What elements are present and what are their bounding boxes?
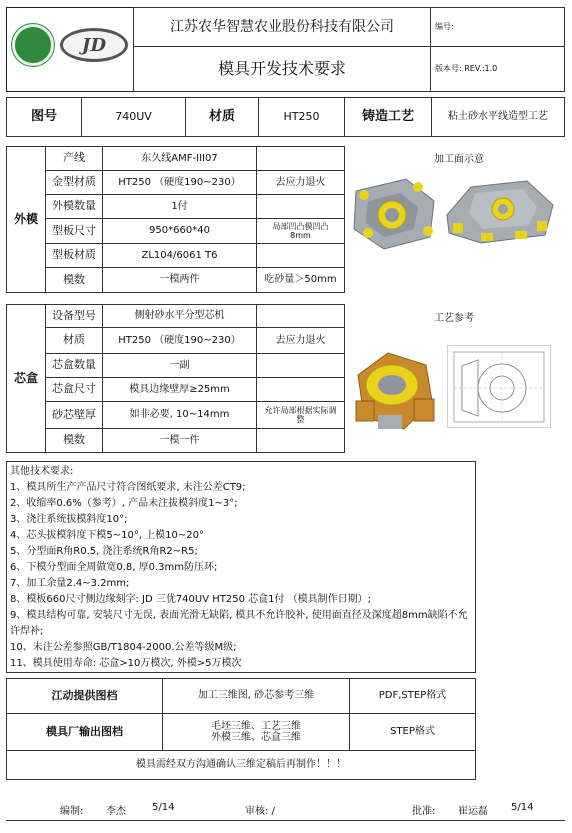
- outer-row-value: 1付: [102, 194, 257, 219]
- approver-name: 崔运磊: [458, 806, 488, 817]
- core-row-value: HT250 （硬度190~230）: [102, 327, 257, 354]
- outer-row-note: 局部凹凸模凹凸8mm: [256, 218, 345, 244]
- provided-drawings-content: 加工三维图, 砂芯参考三维: [162, 678, 350, 714]
- core-row-value: 模具边缘壁厚≥25mm: [102, 377, 257, 402]
- outer-row-note: [256, 146, 345, 171]
- green-seal-icon: [12, 24, 54, 66]
- process-label: 铸造工艺: [344, 97, 432, 137]
- core-row-label: 材质: [45, 327, 103, 354]
- outer-row-value: ZL104/6061 T6: [102, 243, 257, 268]
- core-row-value: 一模一件: [102, 428, 257, 453]
- note-item: 2、收缩率0.6%（参考）, 产品未注拔模斜度1~3°;: [10, 498, 238, 509]
- notes-heading: 其他技术要求:: [10, 466, 74, 477]
- outer-row-value: 东久线AMF-III07: [102, 146, 257, 171]
- provided-drawings-label: 江动提供图档: [6, 678, 163, 714]
- editor-date: 5/14: [152, 802, 175, 813]
- outer-row-note: [256, 243, 345, 268]
- output-content-line: 外模三维、芯盒三维: [211, 732, 301, 743]
- outer-row-note: [256, 194, 345, 219]
- company-name: 江苏农华智慧农业股份科技有限公司: [133, 7, 431, 47]
- note-item: 4、芯头拔模斜度下模5~10°, 上模10~20°: [10, 530, 205, 541]
- material-value: HT250: [258, 97, 345, 137]
- outer-row-note: 去应力退火: [256, 170, 345, 195]
- outer-row-note: 吃砂量＞50mm: [256, 267, 345, 293]
- casting-render-left: [348, 171, 438, 254]
- part-no: 740UV: [81, 97, 186, 137]
- material-label: 材质: [185, 97, 259, 137]
- outer-row-label: 型板尺寸: [45, 218, 103, 244]
- output-drawings-content: [162, 713, 350, 751]
- outer-row-label: 产线: [45, 146, 103, 171]
- outer-row-label: 型板材质: [45, 243, 103, 268]
- core-row-note: [256, 377, 345, 402]
- core-row-note: [256, 353, 345, 378]
- note-item: 11、模具使用寿命: 芯盒>10万模次, 外模>5万模次: [10, 658, 242, 669]
- core-row-label: 模数: [45, 428, 103, 453]
- approver-label: 批准:: [412, 806, 436, 817]
- outer-row-value: HT250 （硬度190~230）: [102, 170, 257, 195]
- machined-surface-caption: 加工面示意: [434, 154, 484, 165]
- jd-logo-text: JD: [81, 34, 107, 56]
- core-row-note: 允许局部根据实际调整: [256, 401, 345, 429]
- note-item: 7、加工余量2.4~3.2mm;: [10, 578, 130, 589]
- output-drawings-label: 模具厂输出图档: [6, 713, 163, 751]
- core-row-label: 芯盒尺寸: [45, 377, 103, 402]
- reviewer-label: 审核: /: [245, 806, 275, 817]
- part-no-label: 图号: [6, 97, 82, 137]
- process-reference-caption: 工艺参考: [434, 313, 474, 324]
- number-label: 编号:: [430, 7, 565, 47]
- editor-label: 编制:: [60, 806, 84, 817]
- output-drawings-format: STEP格式: [349, 713, 476, 751]
- note-item: 10、未注公差参照GB/T1804-2000.公差等级M级;: [10, 642, 237, 653]
- output-content-line: 毛坯三维、工艺三维: [211, 720, 301, 732]
- note-item: 5、分型面R角R0.5, 浇注系统R角R2~R5;: [10, 546, 198, 557]
- note-item: 9、模具结构可靠, 安装尺寸无误, 表面光滑无缺陷, 模具不允许胶补, 使用面直径及深度超8mm缺陷不允许焊补;: [10, 610, 468, 637]
- core-drawing: [447, 345, 551, 428]
- core-row-note: [256, 428, 345, 453]
- core-row-label: 芯盒数量: [45, 353, 103, 378]
- footer-note: 模具需经双方沟通确认三维定稿后再制作！！！: [6, 750, 476, 780]
- outer-mold-label: 外模: [6, 146, 46, 293]
- note-item: 3、浇注系统拔模斜度10°;: [10, 514, 128, 525]
- outer-row-label: 模数: [45, 267, 103, 293]
- note-item: 1、模具所生产产品尺寸符合图纸要求, 未注公差CT9;: [10, 482, 246, 493]
- outer-row-value: 一模两件: [102, 267, 257, 293]
- core-row-label: 砂芯壁厚: [45, 401, 103, 429]
- casting-render-right: [441, 171, 558, 251]
- core-row-note: [256, 304, 345, 328]
- core-box-label: 芯盒: [6, 304, 46, 453]
- provided-drawings-format: PDF,STEP格式: [349, 678, 476, 714]
- technical-notes: [6, 461, 476, 673]
- core-row-value: 一副: [102, 353, 257, 378]
- note-item: 8、模板660尺寸侧边缘刻字: JD 三优740UV HT250 芯盒1付 （模具制作日期）;: [10, 594, 372, 605]
- jd-logo-icon: [60, 28, 128, 62]
- core-row-label: 设备型号: [45, 304, 103, 328]
- core-row-value: 如非必要, 10~14mm: [102, 401, 257, 429]
- core-row-value: 侧射砂水平分型芯机: [102, 304, 257, 328]
- version-label: 版本号: REV.:1.0: [430, 46, 565, 92]
- outer-row-value: 950*660*40: [102, 218, 257, 244]
- process-value: 粘土砂水平线造型工艺: [431, 97, 565, 137]
- outer-row-label: 金型材质: [45, 170, 103, 195]
- core-render: [348, 345, 440, 437]
- core-row-note: 去应力退火: [256, 327, 345, 354]
- approver-date: 5/14: [511, 802, 534, 813]
- page-title: 模具开发技术要求: [133, 46, 431, 92]
- note-item: 6、下模分型面全周做宽0.8, 厚0.3mm防压环;: [10, 562, 218, 573]
- bottom-rule: [6, 820, 565, 821]
- editor-name: 李杰: [106, 806, 126, 817]
- outer-row-label: 外模数量: [45, 194, 103, 219]
